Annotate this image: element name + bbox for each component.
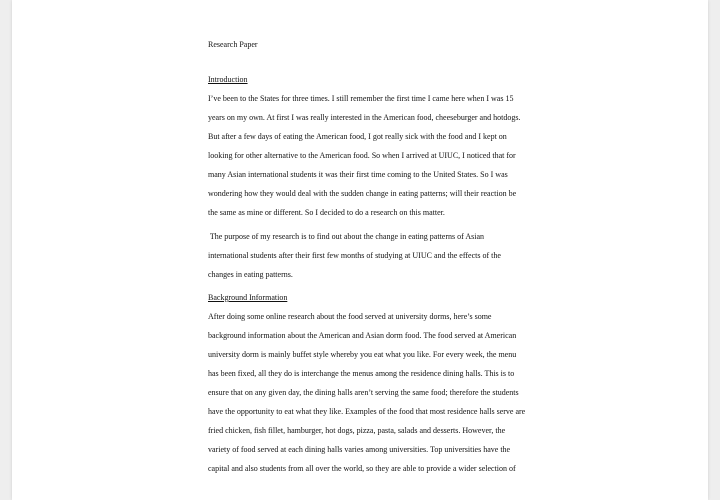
document-page bbox=[12, 0, 708, 500]
text-line: But after a few days of eating the American food, I got really sick with the food and I kept on bbox=[208, 132, 507, 141]
text-line: years on my own. At first I was really interested in the American food, cheeseburger and hotdogs. bbox=[208, 113, 521, 122]
text-line: background information about the American and Asian dorm food. The food served at American bbox=[208, 331, 517, 340]
document-content bbox=[208, 38, 526, 478]
text-line: capital and also students from all over the world, so they are able to provide a wider selection of bbox=[208, 464, 516, 473]
text-line: ensure that on any given day, the dining halls aren’t serving the same food; therefore the students bbox=[208, 388, 519, 397]
introduction-paragraph-1 bbox=[208, 89, 521, 222]
text-line: changes in eating patterns. bbox=[208, 270, 293, 279]
introduction-heading: Introduction bbox=[208, 75, 248, 84]
text-line: looking for other alternative to the American food. So when I arrived at UIUC, I noticed that for bbox=[208, 151, 516, 160]
background-heading: Background Information bbox=[208, 293, 288, 302]
background-paragraph-1 bbox=[208, 307, 526, 478]
text-line: have the opportunity to eat what they like. Examples of the food that most residence halls serve are bbox=[208, 407, 526, 416]
text-line: variety of food served at each dining halls varies among universities. Top universities have the bbox=[208, 445, 511, 454]
text-line: university dorm is mainly buffet style whereby you eat what you like. For every week, the menu bbox=[208, 350, 517, 359]
text-line: wondering how they would deal with the sudden change in eating patterns; will their reaction be bbox=[208, 189, 517, 198]
text-line: After doing some online research about the food served at university dorms, here’s some bbox=[208, 312, 492, 321]
text-line: I’ve been to the States for three times. I still remember the first time I came here when I was 15 bbox=[208, 94, 514, 103]
text-line: international students after their first few months of studying at UIUC and the effects of the bbox=[208, 251, 501, 260]
document-title: Research Paper bbox=[208, 40, 258, 49]
text-line: the same as mine or different. So I decided to do a research on this matter. bbox=[208, 208, 445, 217]
text-line: has been fixed, all they do is interchange the menus among the residence dining halls. This is to bbox=[208, 369, 515, 378]
text-line: fried chicken, fish fillet, hamburger, hot dogs, pizza, pasta, salads and desserts. However, the bbox=[208, 426, 506, 435]
text-line: The purpose of my research is to find out about the change in eating patterns of Asian bbox=[208, 232, 484, 241]
introduction-paragraph-2 bbox=[208, 227, 508, 284]
text-line: many Asian international students it was their first time coming to the United States. So I was bbox=[208, 170, 508, 179]
